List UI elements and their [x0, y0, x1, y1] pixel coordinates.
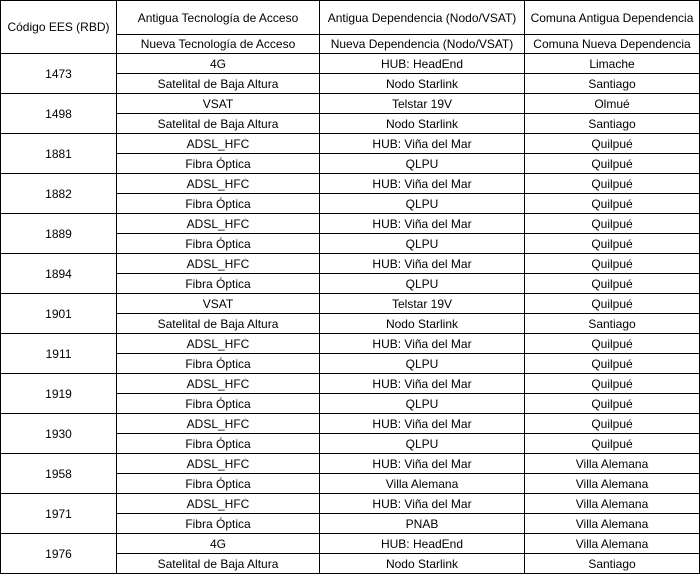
new-comuna-cell: Quilpué: [525, 354, 700, 374]
new-dependency-cell: QLPU: [320, 274, 525, 294]
new-tech-cell: Satelital de Baja Altura: [117, 74, 320, 94]
code-cell: 1473: [1, 54, 117, 94]
old-dependency-cell: HUB: Viña del Mar: [320, 374, 525, 394]
code-cell: 1976: [1, 534, 117, 574]
header-row-old: [1, 1, 700, 35]
old-comuna-cell: Limache: [525, 54, 700, 74]
new-dependency-cell: Nodo Starlink: [320, 554, 525, 574]
new-comuna-cell: Santiago: [525, 114, 700, 134]
new-dependency-cell: QLPU: [320, 394, 525, 414]
table-row-old: [1, 294, 700, 314]
new-dependency-cell: QLPU: [320, 154, 525, 174]
code-cell: 1919: [1, 374, 117, 414]
table-row-old: [1, 94, 700, 114]
new-tech-cell: Fibra Óptica: [117, 154, 320, 174]
old-dependency-cell: HUB: HeadEnd: [320, 534, 525, 554]
header-new-comuna: Comuna Nueva Dependencia: [525, 35, 700, 54]
new-dependency-cell: Nodo Starlink: [320, 314, 525, 334]
table-row-old: [1, 214, 700, 234]
code-cell: 1971: [1, 494, 117, 534]
new-dependency-cell: Nodo Starlink: [320, 114, 525, 134]
old-dependency-cell: HUB: Viña del Mar: [320, 454, 525, 474]
new-dependency-cell: QLPU: [320, 194, 525, 214]
new-comuna-cell: Quilpué: [525, 274, 700, 294]
old-dependency-cell: HUB: Viña del Mar: [320, 494, 525, 514]
new-dependency-cell: QLPU: [320, 354, 525, 374]
old-dependency-cell: Telstar 19V: [320, 94, 525, 114]
code-cell: 1958: [1, 454, 117, 494]
new-tech-cell: Fibra Óptica: [117, 474, 320, 494]
old-comuna-cell: Quilpué: [525, 254, 700, 274]
old-dependency-cell: HUB: Viña del Mar: [320, 214, 525, 234]
new-comuna-cell: Quilpué: [525, 234, 700, 254]
old-tech-cell: VSAT: [117, 94, 320, 114]
new-comuna-cell: Quilpué: [525, 394, 700, 414]
old-tech-cell: ADSL_HFC: [117, 334, 320, 354]
header-old-dependency: Antigua Dependencia (Nodo/VSAT): [320, 1, 525, 35]
old-dependency-cell: HUB: Viña del Mar: [320, 254, 525, 274]
old-comuna-cell: Quilpué: [525, 414, 700, 434]
new-dependency-cell: Villa Alemana: [320, 474, 525, 494]
new-dependency-cell: Nodo Starlink: [320, 74, 525, 94]
new-tech-cell: Fibra Óptica: [117, 514, 320, 534]
new-tech-cell: Satelital de Baja Altura: [117, 314, 320, 334]
old-tech-cell: ADSL_HFC: [117, 214, 320, 234]
table-row-old: [1, 534, 700, 554]
code-cell: 1882: [1, 174, 117, 214]
old-comuna-cell: Quilpué: [525, 134, 700, 154]
old-comuna-cell: Quilpué: [525, 214, 700, 234]
code-cell: 1894: [1, 254, 117, 294]
table-row-old: [1, 254, 700, 274]
table-row-old: [1, 414, 700, 434]
new-comuna-cell: Quilpué: [525, 434, 700, 454]
new-tech-cell: Fibra Óptica: [117, 234, 320, 254]
new-tech-cell: Fibra Óptica: [117, 194, 320, 214]
old-tech-cell: ADSL_HFC: [117, 414, 320, 434]
old-tech-cell: 4G: [117, 54, 320, 74]
code-cell: 1930: [1, 414, 117, 454]
new-comuna-cell: Santiago: [525, 554, 700, 574]
table-row-old: [1, 334, 700, 354]
new-comuna-cell: Villa Alemana: [525, 474, 700, 494]
old-comuna-cell: Quilpué: [525, 334, 700, 354]
old-comuna-cell: Quilpué: [525, 174, 700, 194]
old-comuna-cell: Villa Alemana: [525, 494, 700, 514]
old-comuna-cell: Olmué: [525, 94, 700, 114]
code-cell: 1498: [1, 94, 117, 134]
header-code: Código EES (RBD): [1, 1, 117, 54]
old-comuna-cell: Quilpué: [525, 374, 700, 394]
new-comuna-cell: Villa Alemana: [525, 514, 700, 534]
old-tech-cell: ADSL_HFC: [117, 174, 320, 194]
table-row-old: [1, 494, 700, 514]
table-row-old: [1, 454, 700, 474]
table-row-old: [1, 134, 700, 154]
new-comuna-cell: Quilpué: [525, 154, 700, 174]
header-old-comuna: Comuna Antigua Dependencia: [525, 1, 700, 35]
old-dependency-cell: HUB: Viña del Mar: [320, 334, 525, 354]
code-cell: 1901: [1, 294, 117, 334]
old-dependency-cell: Telstar 19V: [320, 294, 525, 314]
code-cell: 1881: [1, 134, 117, 174]
table-row-old: [1, 374, 700, 394]
old-tech-cell: ADSL_HFC: [117, 134, 320, 154]
new-dependency-cell: PNAB: [320, 514, 525, 534]
new-tech-cell: Fibra Óptica: [117, 354, 320, 374]
table-row-old: [1, 54, 700, 74]
old-dependency-cell: HUB: Viña del Mar: [320, 134, 525, 154]
new-tech-cell: Satelital de Baja Altura: [117, 554, 320, 574]
old-tech-cell: ADSL_HFC: [117, 494, 320, 514]
old-dependency-cell: HUB: Viña del Mar: [320, 414, 525, 434]
old-tech-cell: ADSL_HFC: [117, 374, 320, 394]
old-comuna-cell: Quilpué: [525, 294, 700, 314]
header-old-tech: Antigua Tecnología de Acceso: [117, 1, 320, 35]
header-new-dependency: Nueva Dependencia (Nodo/VSAT): [320, 35, 525, 54]
code-cell: 1889: [1, 214, 117, 254]
old-tech-cell: ADSL_HFC: [117, 454, 320, 474]
old-tech-cell: 4G: [117, 534, 320, 554]
new-dependency-cell: QLPU: [320, 434, 525, 454]
old-tech-cell: ADSL_HFC: [117, 254, 320, 274]
old-dependency-cell: HUB: HeadEnd: [320, 54, 525, 74]
new-comuna-cell: Quilpué: [525, 194, 700, 214]
new-tech-cell: Fibra Óptica: [117, 434, 320, 454]
new-dependency-cell: QLPU: [320, 234, 525, 254]
header-new-tech: Nueva Tecnología de Acceso: [117, 35, 320, 54]
new-tech-cell: Satelital de Baja Altura: [117, 114, 320, 134]
old-comuna-cell: Villa Alemana: [525, 454, 700, 474]
old-comuna-cell: Villa Alemana: [525, 534, 700, 554]
old-tech-cell: VSAT: [117, 294, 320, 314]
new-comuna-cell: Santiago: [525, 74, 700, 94]
code-cell: 1911: [1, 334, 117, 374]
table-row-old: [1, 174, 700, 194]
new-tech-cell: Fibra Óptica: [117, 274, 320, 294]
new-comuna-cell: Santiago: [525, 314, 700, 334]
table-body: [1, 54, 700, 574]
new-tech-cell: Fibra Óptica: [117, 394, 320, 414]
old-dependency-cell: HUB: Viña del Mar: [320, 174, 525, 194]
